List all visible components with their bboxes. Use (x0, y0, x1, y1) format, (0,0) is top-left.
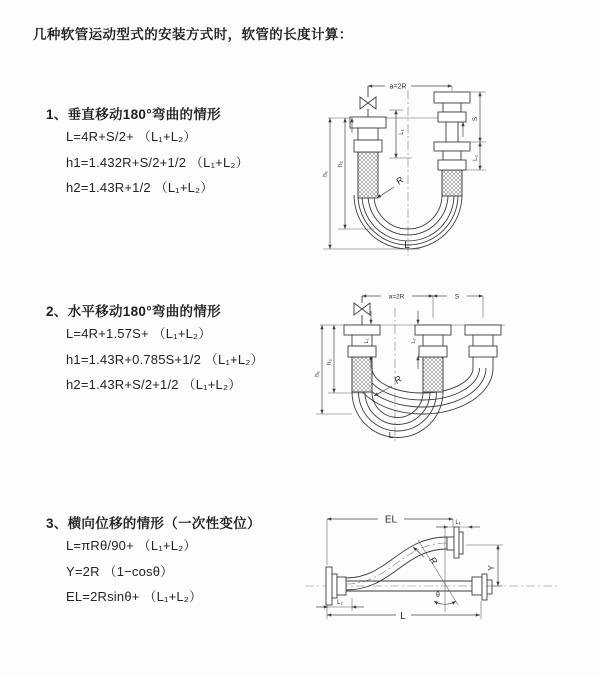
left-flange (326, 567, 346, 605)
diagram-lateral-displacement (295, 500, 600, 645)
braided-hose-section (358, 152, 378, 198)
left-pipe-fitting (344, 296, 380, 357)
left-pipe-fitting (350, 86, 386, 152)
formula-line: h1=1.432R+S/2+1/2 （L₁+L₂） (66, 154, 249, 170)
dim-label-a2r: a=2R (388, 293, 405, 301)
formula-line: L=4R+1.57S+ （L₁+L₂） (66, 326, 212, 341)
dim-label-a2r: a=2R (389, 83, 407, 91)
length-label: L (404, 240, 410, 251)
section-lateral-displacement (46, 515, 316, 610)
dim-label-h2: h₂ (326, 358, 333, 366)
diagram-vertical-180-bend (300, 70, 600, 265)
dim-label-h2: h₂ (337, 160, 344, 168)
section-horizontal-move (46, 303, 316, 398)
dim-label-y: Y (487, 565, 496, 571)
dim-label-l1: L₁ (455, 520, 461, 526)
middle-pipe-fitting (415, 325, 451, 357)
dim-label-h1: h₁ (314, 371, 321, 377)
dim-label-l1: L₁ (364, 338, 370, 344)
dimension-a2r (368, 84, 452, 92)
radius-label: R (427, 554, 440, 567)
dimension-l2 (316, 598, 364, 611)
dimension-s (466, 92, 486, 170)
dimension-l2 (411, 311, 418, 369)
formula-line: h1=1.43R+0.785S+1/2 （L₁+L₂） (66, 351, 264, 367)
formula-line: L=πRθ/90+ （L₁+L₂） (66, 538, 197, 553)
radius-callout (377, 174, 406, 198)
radius-label: R (392, 373, 404, 386)
dim-label-l2: L₂ (473, 155, 479, 161)
dim-label-h1: h₁ (322, 171, 329, 177)
dimension-l (327, 601, 481, 622)
dimension-s (433, 294, 483, 319)
dim-label-l: L (400, 611, 406, 622)
dimension-a2r (362, 294, 433, 301)
right-pipe-fitting (465, 325, 501, 357)
dimension-l1 (389, 110, 412, 158)
valve-icon (354, 303, 370, 315)
upper-right-flange (447, 527, 463, 558)
section-vertical-move (46, 106, 316, 201)
diagram-horizontal-180-bend (300, 280, 600, 450)
dim-label-l1: L₁ (399, 129, 405, 135)
dimension-l1 (436, 520, 480, 527)
formula-line: L=4R+S/2+ （L₁+L₂） (66, 129, 197, 144)
right-flange (472, 574, 492, 600)
dim-label-l2: L₂ (411, 338, 417, 344)
radius-label: R (394, 174, 406, 187)
section-heading: 2、水平移动180°弯曲的情形 (46, 304, 221, 319)
length-label: L (388, 431, 394, 440)
formula-line: h2=1.43R+1/2 （L₁+L₂） (66, 180, 214, 195)
angle-label: θ (436, 592, 440, 599)
formula-line: EL=2Rsinθ+ （L₁+L₂） (66, 589, 203, 604)
page-title: 几种软管运动型式的安装方式时，软管的长度计算： (33, 27, 353, 42)
formula-line: Y=2R （1−cosθ） (66, 563, 174, 579)
hose-shallow-u (352, 357, 493, 414)
dim-label-el: EL (384, 514, 398, 526)
dim-label-s: S (472, 116, 479, 122)
dimension-h1 (314, 325, 352, 414)
braided-hose-section (423, 357, 443, 392)
valve-icon (360, 97, 376, 109)
dim-label-l2: L₂ (337, 600, 343, 606)
right-pipe-fitting (434, 92, 470, 170)
section-heading: 3、横向位移的情形（一次性变位） (46, 516, 261, 531)
dim-label-s: S (454, 293, 460, 301)
braided-hose-section (442, 170, 462, 196)
braided-hose-section (352, 357, 372, 392)
formula-line: h2=1.43R+S/2+1/2 （L₁+L₂） (66, 377, 242, 392)
radius-callout (374, 373, 404, 396)
section-heading: 1、垂直移动180°弯曲的情形 (46, 107, 221, 122)
